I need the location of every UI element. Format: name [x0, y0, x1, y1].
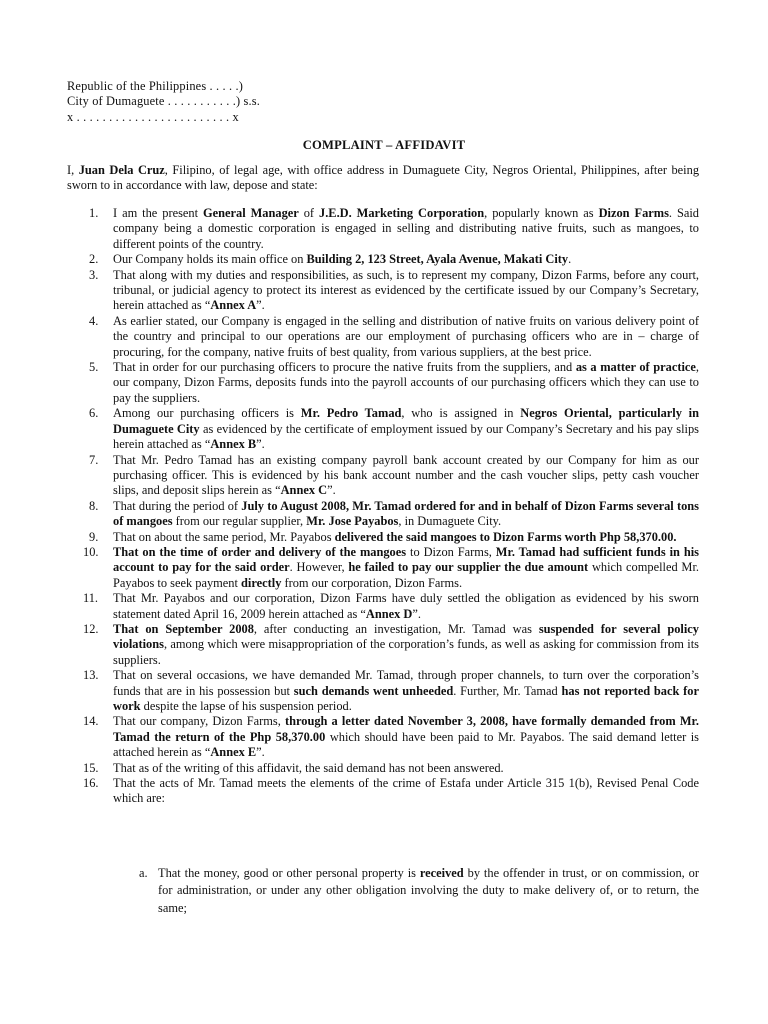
list-item: 11. That Mr. Payabos and our corporation, Dizon Farms have duly settled the obligation as evidenced by his sworn statement dated April 16, 2009 herein attached as “Annex D”.	[83, 591, 699, 621]
list-item: 15. That as of the writing of this affidavit, the said demand has not been answered.	[83, 760, 504, 775]
document-title: COMPLAINT – AFFIDAVIT	[302, 138, 466, 152]
item-number: 2.	[89, 252, 99, 267]
list-item: 1. I am the present General Manager of J.E.D. Marketing Corporation, popularly known as Dizon Farms. Said company being a domestic corporation is engaged in selling and distributing native fruits, such as mangoes, to different points of the country.	[89, 206, 699, 251]
list-item: 8. That during the period of July to August 2008, Mr. Tamad ordered for and in behalf of Dizon Farms several tons of mangoes from our regular supplier, Mr. Jose Payabos, in Dumaguete City.	[89, 498, 699, 529]
item-letter: a.	[139, 866, 148, 880]
list-item: 2. Our Company holds its main office on Building 2, 123 Street, Ayala Avenue, Makati City.	[89, 252, 572, 267]
item-number: 9.	[89, 529, 99, 544]
list-item: 3. That along with my duties and responsibilities, as such, is to represent my company, Dizon Farms, before any court, tribunal, or judicial agency to protect its interest as evidenced by the certificate issued by our Company’s Secretary, herein attached as “Annex A”.	[89, 267, 699, 313]
list-item: 9. That on about the same period, Mr. Payabos delivered the said mangoes to Dizon Farms worth Php 58,370.00.	[89, 529, 677, 544]
list-item: 5. That in order for our purchasing officers to procure the native fruits from the suppliers, and as a matter of practice, our company, Dizon Farms, deposits funds into the payroll accounts of our purchasing officers which they can use to pay the suppliers.	[89, 360, 699, 405]
intro-paragraph: I, Juan Dela Cruz, Filipino, of legal age, with office address in Dumaguete City, Negros Oriental, Philippines, after being sworn to in accordance with law, depose and state:	[67, 163, 700, 193]
estafa-elements-list	[139, 865, 700, 917]
list-item: 14. That our company, Dizon Farms, through a letter dated November 3, 2008, have formally demanded from Mr. Tamad the return of the Php 58,370.00 which should have been paid to Mr. Payabos. The said demand letter is attached herein as “Annex E”.	[83, 714, 699, 760]
venue-caption	[67, 79, 260, 125]
item-number: 11.	[83, 591, 99, 606]
item-number: 12.	[83, 621, 99, 636]
item-number: 6.	[89, 406, 99, 421]
item-number: 10.	[83, 544, 99, 559]
affiant-name: Juan Dela Cruz	[78, 163, 165, 177]
list-item: 16. That the acts of Mr. Tamad meets the elements of the crime of Estafa under Article 315 1(b), Revised Penal Code which are:	[83, 776, 699, 806]
item-number: 15.	[83, 760, 99, 775]
list-item: 6. Among our purchasing officers is Mr. Pedro Tamad, who is assigned in Negros Oriental, particularly in Dumaguete City as evidenced by the certificate of employment issued by our Company’s Secretary and his pay slips herein attached as “Annex B”.	[89, 406, 700, 452]
item-number: 3.	[89, 267, 99, 282]
list-item: 13. That on several occasions, we have demanded Mr. Tamad, through proper channels, to turn over the corporation’s funds that are in his possession but such demands went unheeded. Further, Mr. Tamad has not reported back for work despite the lapse of his suspension period.	[83, 668, 700, 713]
item-number: 1.	[89, 206, 99, 220]
item-number: 4.	[89, 313, 99, 328]
numbered-statements	[67, 206, 699, 807]
list-item: 7. That Mr. Pedro Tamad has an existing company payroll bank account created by our Company for him as our purchasing officer. This is evidenced by his bank account number and the cash voucher slips, petty cash voucher slips, and deposit slips herein as “Annex C”.	[89, 452, 699, 498]
item-number: 14.	[83, 714, 99, 729]
list-item: 10. That on the time of order and delivery of the mangoes to Dizon Farms, Mr. Tamad had sufficient funds in his account to pay for the said order. However, he failed to pay our supplier the due amount which compelled Mr. Payabos to seek payment directly from our corporation, Dizon Farms.	[83, 544, 699, 590]
list-item: a. That the money, good or other personal property is received by the offender in trust, or on commission, or for administration, or under any other obligation involving the duty to make delivery of, or to return, the same;	[139, 866, 700, 915]
list-item: 12. That on September 2008, after conducting an investigation, Mr. Tamad was suspended for several policy violations, among which were misappropriation of the corporation’s funds, as well as asking for commission from its suppliers.	[83, 621, 699, 667]
item-number: 5.	[89, 360, 99, 375]
item-number: 16.	[83, 776, 99, 791]
item-number: 7.	[89, 452, 99, 467]
caption-republic: Republic of the Philippines . . . . .)	[67, 79, 244, 93]
list-item: 4. As earlier stated, our Company is engaged in the selling and distribution of native fruits on various delivery point of the country and principal to our operations are our employment of purchasing officers who are in – charge of procuring, for the company, native fruits of best quality, from various suppliers, at the best price.	[89, 313, 699, 359]
caption-city: City of Dumaguete . . . . . . . . . . .) s.s.	[67, 94, 260, 109]
caption-separator: x . . . . . . . . . . . . . . . . . . . . . . . . x	[67, 109, 239, 124]
item-number: 8.	[89, 498, 99, 513]
item-number: 13.	[83, 668, 99, 683]
